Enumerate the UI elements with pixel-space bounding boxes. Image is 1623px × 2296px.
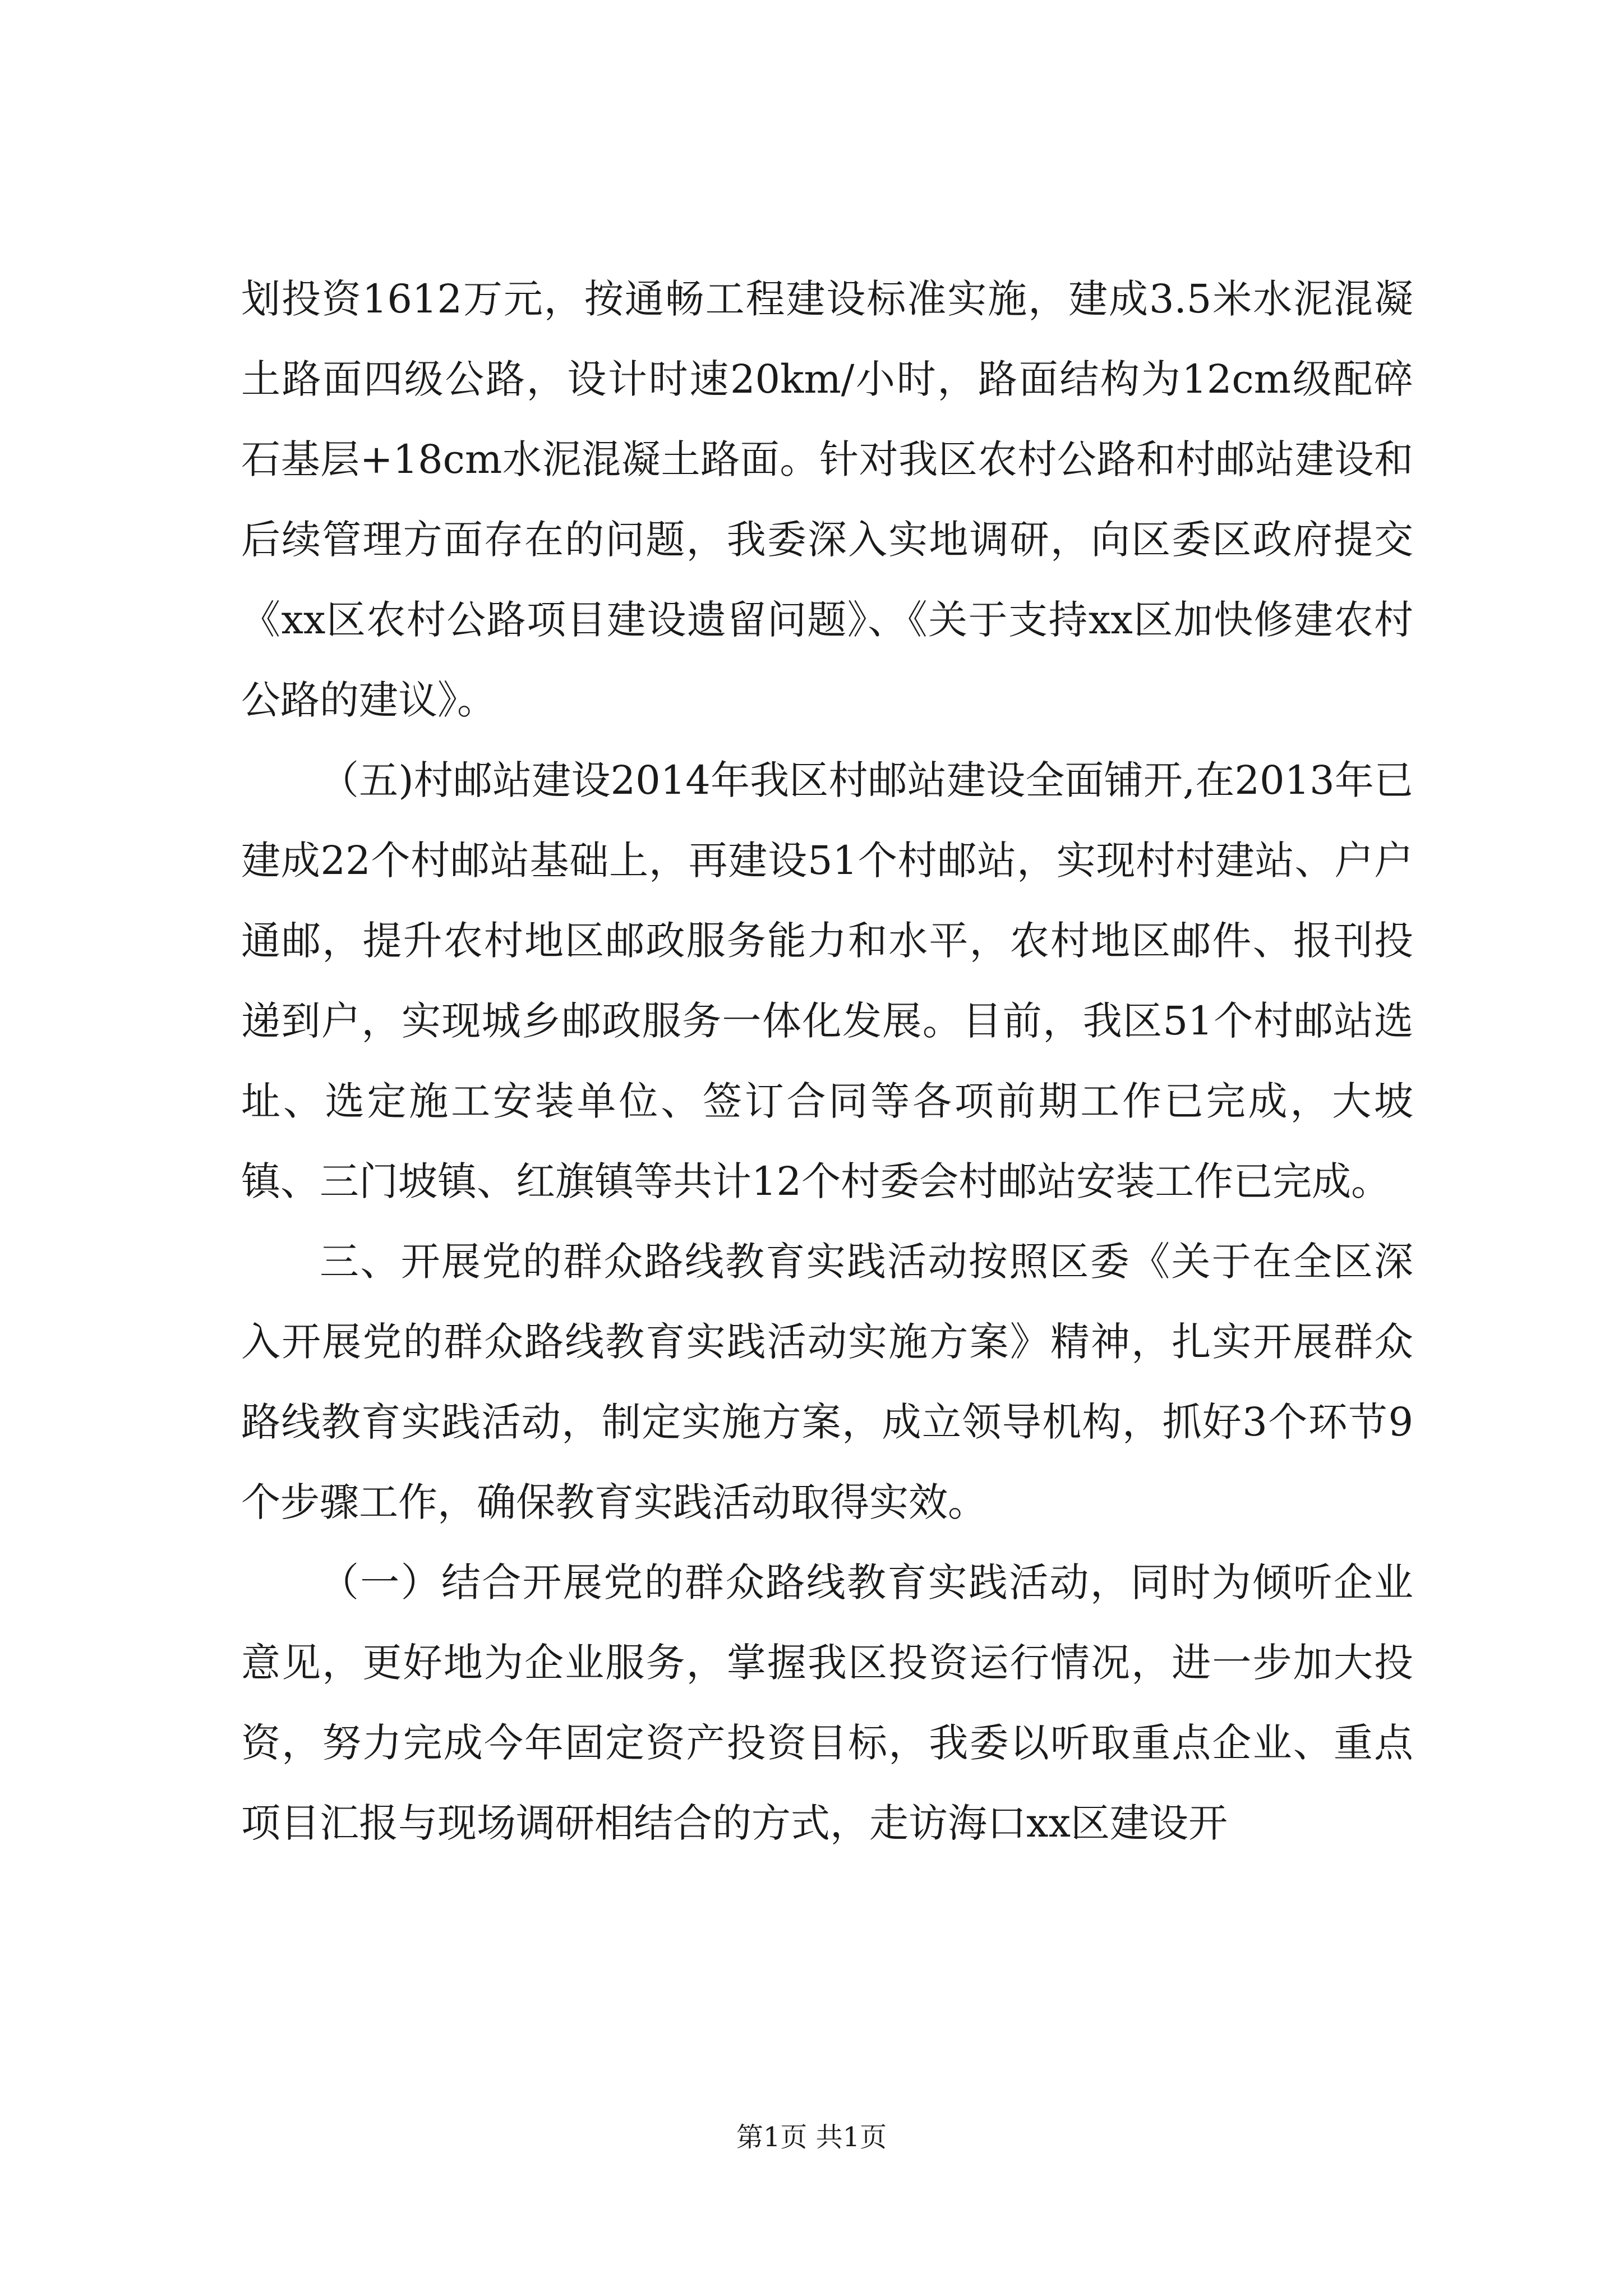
paragraph-investment-roads: 划投资1612万元，按通畅工程建设标准实施，建成3.5米水泥混凝土路面四级公路，设计时速20km/小时，路面结构为12cm级配碎石基层+18cm水泥混凝土路面。针对我区农村公路和村邮站建设和后续管理方面存在的问题，我委深入实地调研，向区委区政府提交《xx区农村公路项目建设遗留问题》、《关于支持xx区加快修建农村公路的建议》。 (241, 276, 1413, 723)
paragraph-village-post-stations: （五)村邮站建设2014年我区村邮站建设全面铺开,在2013年已建成22个村邮站基础上，再建设51个村邮站，实现村村建站、户户通邮，提升农村地区邮政服务能力和水平，农村地区邮件、报刊投递到户，实现城乡邮政服务一体化发展。目前，我区51个村邮站选址、选定施工安装单位、签订合同等各项前期工作已完成，大坡镇、三门坡镇、红旗镇等共计12个村委会村邮站安装工作已完成。 (241, 757, 1413, 1204)
page-number-footer: 第1页 共1页 (736, 2122, 887, 2153)
paragraph-mass-line-education: 三、开展党的群众路线教育实践活动按照区委《关于在全区深入开展党的群众路线教育实践活动实施方案》精神，扎实开展群众路线教育实践活动，制定实施方案，成立领导机构，抓好3个环节9个步骤工作，确保教育实践活动取得实效。 (241, 1239, 1413, 1525)
document-body (241, 259, 1413, 1864)
paragraph-enterprise-visits: （一）结合开展党的群众路线教育实践活动，同时为倾听企业意见，更好地为企业服务，掌握我区投资运行情况，进一步加大投资，努力完成今年固定资产投资目标，我委以听取重点企业、重点项目汇报与现场调研相结合的方式，走访海口xx区建设开 (241, 1559, 1413, 1846)
